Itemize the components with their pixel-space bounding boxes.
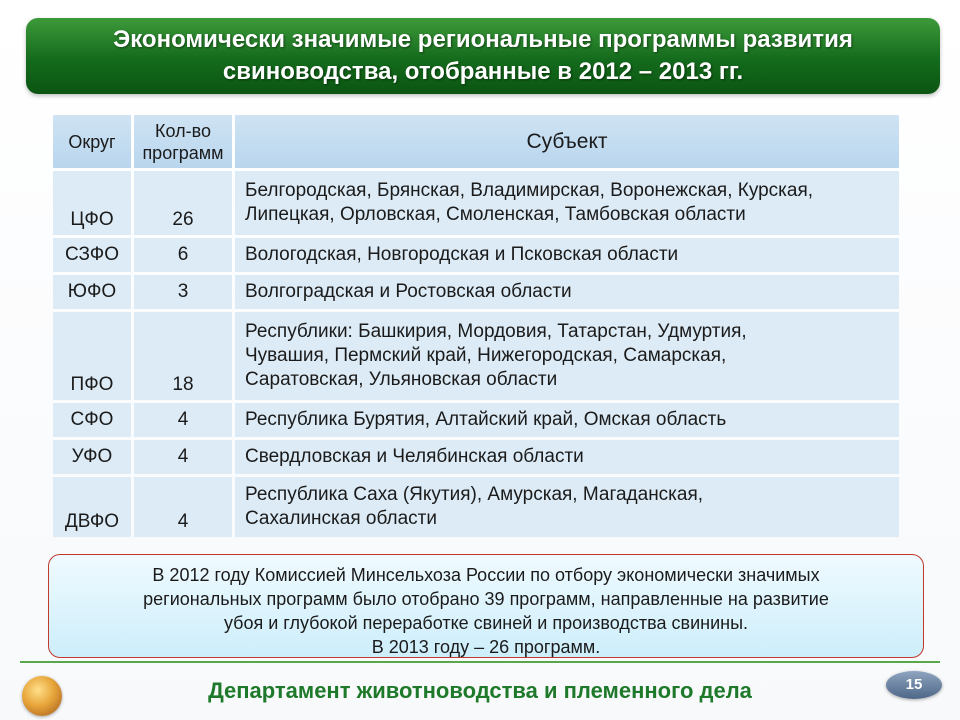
count-cell: 18: [134, 312, 232, 400]
footer-department: Департамент животноводства и племенного дела: [208, 678, 752, 703]
title-line-1: Экономически значимые региональные программы развития: [113, 26, 853, 53]
note-line: В 2013 году – 26 программ.: [371, 637, 601, 657]
subject-line: Белгородская, Брянская, Владимирская, Воронежская, Курская,: [245, 180, 814, 201]
table-row: [53, 275, 899, 309]
subject-line: Волгоградская и Ростовская области: [245, 281, 572, 302]
subject-cell: [235, 275, 899, 309]
count-cell: 6: [134, 238, 232, 272]
subject-cell: [235, 440, 899, 474]
count-cell: 26: [134, 171, 232, 235]
count-cell: 4: [134, 477, 232, 537]
header-subject: Субъект: [235, 115, 899, 168]
table-row: [53, 403, 899, 437]
table-row: [53, 477, 899, 537]
okrug-cell: ЦФО: [53, 171, 131, 235]
page-number-badge: 15: [886, 671, 942, 699]
count-cell: 4: [134, 403, 232, 437]
subject-cell: [235, 477, 899, 537]
subject-line: Чувашия, Пермский край, Нижегородская, Самарская,: [245, 345, 727, 366]
subject-line: Республики: Башкирия, Мордовия, Татарстан, Удмуртия,: [245, 321, 747, 342]
okrug-cell: ЮФО: [53, 275, 131, 309]
title-banner: [26, 18, 940, 94]
subject-cell: [235, 403, 899, 437]
okrug-cell: СЗФО: [53, 238, 131, 272]
note-line: региональных программ было отобрано 39 программ, направленные на развитие: [143, 589, 829, 609]
table-row: [53, 312, 899, 400]
header-okrug: Округ: [53, 115, 131, 168]
subject-line: Свердловская и Челябинская области: [245, 446, 584, 467]
note-line: убоя и глубокой переработке свиней и производства свинины.: [223, 613, 749, 633]
okrug-cell: СФО: [53, 403, 131, 437]
table-row: [53, 238, 899, 272]
table-header-row: [53, 115, 899, 168]
header-count: [134, 115, 232, 168]
title-line-2: свиноводства, отобранные в 2012 – 2013 гг.: [222, 58, 744, 85]
subject-line: Вологодская, Новгородская и Псковская области: [245, 244, 679, 265]
summary-note: [48, 554, 924, 658]
subject-line: Сахалинская области: [245, 508, 437, 529]
subject-line: Липецкая, Орловская, Смоленская, Тамбовская области: [245, 204, 746, 225]
footer-divider: [20, 661, 940, 663]
table-row: [53, 171, 899, 235]
header-count-line-1: Кол-во: [155, 120, 211, 141]
count-cell: 3: [134, 275, 232, 309]
okrug-cell: ДВФО: [53, 477, 131, 537]
okrug-cell: ПФО: [53, 312, 131, 400]
subject-line: Саратовская, Ульяновская области: [245, 369, 558, 390]
programs-table: [50, 112, 902, 540]
subject-line: Республика Саха (Якутия), Амурская, Магаданская,: [245, 484, 704, 505]
count-cell: 4: [134, 440, 232, 474]
subject-cell: [235, 171, 899, 235]
subject-cell: [235, 312, 899, 400]
subject-line: Республика Бурятия, Алтайский край, Омская область: [245, 409, 727, 430]
okrug-cell: УФО: [53, 440, 131, 474]
header-count-line-2: программ: [142, 142, 224, 163]
subject-cell: [235, 238, 899, 272]
table-row: [53, 440, 899, 474]
note-line: В 2012 году Комиссией Минсельхоза России по отбору экономически значимых: [152, 565, 820, 585]
